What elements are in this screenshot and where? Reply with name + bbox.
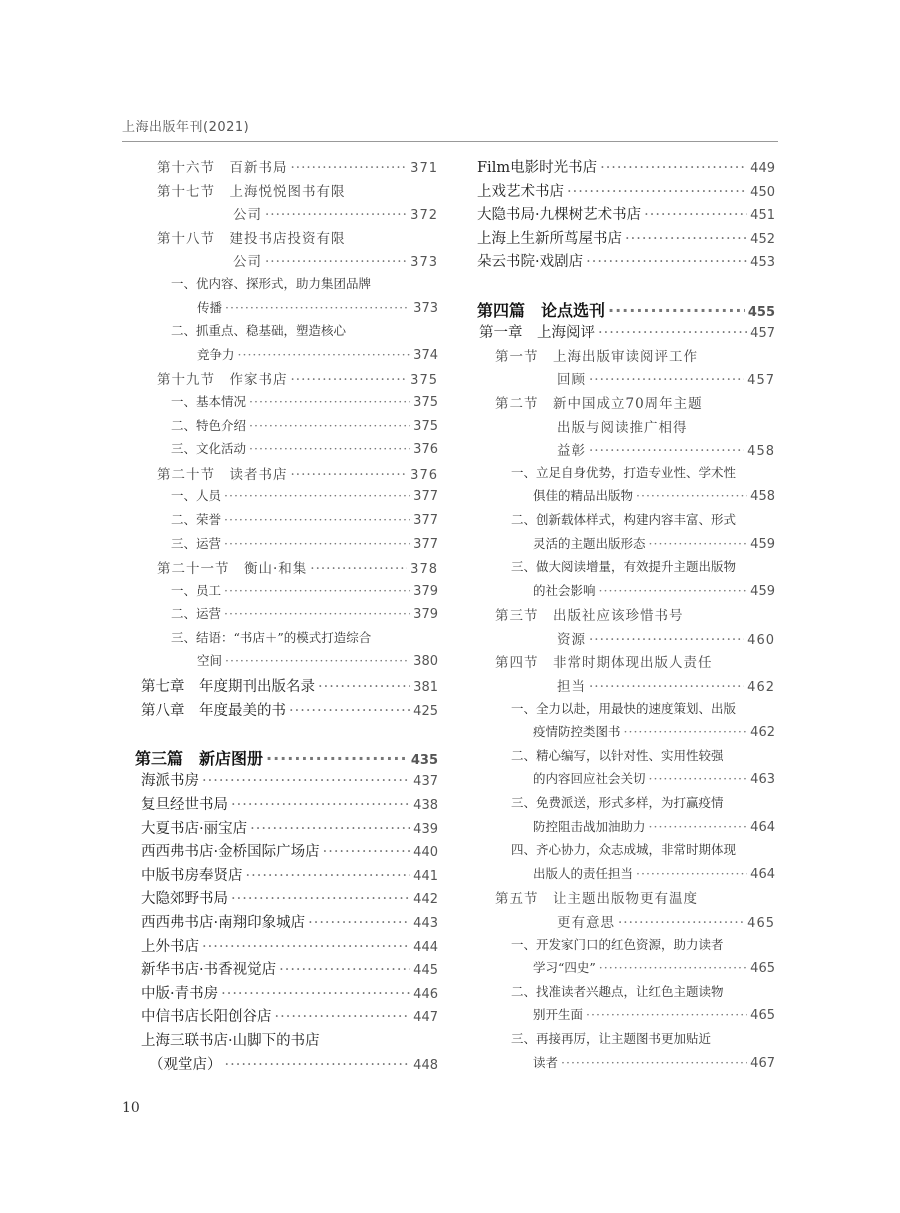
toc-entry-page: 374 bbox=[413, 347, 438, 363]
toc-entry-title: 第四节 非常时期体现出版人责任 bbox=[495, 655, 713, 672]
toc-entry bbox=[477, 250, 775, 274]
toc-entry-title: 三、结语：“书店＋”的模式打造综合 bbox=[171, 629, 372, 645]
toc-entry-title: 第十八节 建投书店投资有限 bbox=[157, 230, 346, 247]
toc-entry bbox=[477, 817, 775, 841]
toc-leader-dots bbox=[224, 583, 410, 598]
toc-leader-dots bbox=[599, 583, 748, 598]
toc-entry-page: 464 bbox=[750, 819, 775, 835]
toc-entry-title: 三、再接再厉，让主题图书更加贴近 bbox=[511, 1030, 712, 1046]
toc-entry-title: 公司 bbox=[233, 254, 262, 271]
toc-entry bbox=[135, 911, 438, 935]
toc-entry-title: 防控阻击战加油助力 bbox=[533, 818, 646, 834]
toc-entry bbox=[477, 935, 775, 959]
toc-leader-dots bbox=[600, 160, 747, 176]
toc-entry bbox=[135, 510, 438, 534]
toc-entry-page: 439 bbox=[413, 821, 438, 837]
toc-leader-dots bbox=[265, 254, 407, 270]
toc-entry-page: 450 bbox=[750, 184, 775, 200]
toc-entry bbox=[135, 864, 438, 888]
toc-entry-page: 460 bbox=[747, 632, 775, 648]
toc-entry-title: 第十六节 百新书局 bbox=[157, 160, 288, 176]
toc-entry bbox=[477, 321, 775, 345]
toc-entry-page: 459 bbox=[750, 583, 775, 599]
toc-leader-dots bbox=[231, 797, 410, 813]
toc-leader-dots bbox=[644, 207, 747, 223]
toc-entry bbox=[477, 203, 775, 227]
toc-entry bbox=[135, 250, 438, 274]
toc-entry bbox=[135, 463, 438, 487]
toc-entry bbox=[135, 156, 438, 180]
toc-entry bbox=[135, 793, 438, 817]
toc-leader-dots bbox=[291, 160, 408, 176]
toc-entry bbox=[477, 557, 775, 581]
toc-leader-dots bbox=[599, 960, 747, 975]
toc-entry bbox=[477, 392, 775, 416]
toc-entry-title: 第十九节 作家书店 bbox=[157, 372, 288, 389]
toc-entry-page: 441 bbox=[413, 868, 438, 884]
toc-entry-page: 373 bbox=[410, 255, 438, 271]
toc-gap bbox=[477, 274, 775, 298]
toc-entry bbox=[135, 345, 438, 369]
toc-entry-title: 第二十一节 衡山·和集 bbox=[157, 561, 308, 578]
toc-entry-page: 444 bbox=[413, 939, 438, 955]
toc-entry-page: 452 bbox=[750, 231, 775, 247]
toc-leader-dots bbox=[649, 819, 748, 834]
toc-entry-title: 四、齐心协力，众志成城，非常时期体现 bbox=[511, 842, 737, 858]
toc-entry-page: 465 bbox=[750, 1008, 775, 1024]
toc-entry bbox=[477, 227, 775, 251]
toc-entry-title: 出版与阅读推广相得 bbox=[557, 419, 688, 436]
toc-entry-title: 读者 bbox=[533, 1054, 559, 1070]
toc-entry-page: 449 bbox=[750, 161, 775, 176]
toc-entry-title: 大隐郊野书局 bbox=[141, 891, 228, 908]
toc-entry-title: 上戏艺术书店 bbox=[477, 183, 564, 200]
toc-leader-dots bbox=[589, 632, 744, 648]
toc-entry-page: 447 bbox=[413, 1010, 438, 1026]
toc-entry bbox=[135, 769, 438, 793]
toc-entry-title: 三、做大阅读增量，有效提升主题出版物 bbox=[511, 559, 737, 575]
toc-entry bbox=[135, 675, 438, 699]
toc-entry bbox=[135, 699, 438, 723]
toc-entry bbox=[135, 746, 438, 770]
toc-entry-title: Film电影时光书店 bbox=[477, 160, 598, 176]
running-title: 上海出版年刊(2021) bbox=[122, 120, 250, 135]
toc-leader-dots bbox=[249, 418, 410, 433]
toc-leader-dots bbox=[224, 606, 410, 621]
toc-entry-page: 467 bbox=[750, 1055, 775, 1071]
toc-entry-page: 453 bbox=[750, 255, 775, 271]
toc-entry bbox=[135, 887, 438, 911]
toc-entry-page: 465 bbox=[747, 916, 775, 931]
toc-entry bbox=[135, 1053, 438, 1077]
toc-leader-dots bbox=[246, 868, 411, 884]
toc-entry bbox=[135, 439, 438, 463]
page-number: 10 bbox=[122, 1100, 140, 1116]
toc-leader-dots bbox=[649, 536, 748, 551]
toc-leader-dots bbox=[275, 1009, 411, 1025]
toc-entry bbox=[477, 180, 775, 204]
toc-entry-title: 的社会影响 bbox=[533, 582, 596, 598]
toc-leader-dots bbox=[265, 207, 407, 223]
toc-entry-page: 458 bbox=[750, 489, 775, 505]
toc-entry-title: 第三节 出版社应该珍惜书号 bbox=[495, 608, 684, 625]
toc-leader-dots bbox=[636, 866, 747, 881]
toc-entry-page: 376 bbox=[413, 442, 438, 458]
toc-entry-page: 380 bbox=[413, 654, 438, 670]
toc-entry-page: 448 bbox=[413, 1057, 438, 1073]
toc-column-right bbox=[477, 156, 775, 1076]
toc-entry-title: 回顾 bbox=[557, 372, 586, 389]
toc-leader-dots bbox=[625, 231, 747, 247]
toc-entry-title: 二、运营 bbox=[171, 606, 222, 622]
toc-entry bbox=[477, 769, 775, 793]
toc-entry bbox=[135, 227, 438, 251]
toc-leader-dots bbox=[202, 939, 410, 955]
toc-entry bbox=[477, 982, 775, 1006]
toc-entry-title: 三、免费派送，形式多样，为打赢疫情 bbox=[511, 795, 724, 811]
toc-entry-title: 上海三联书店·山脚下的书店 bbox=[141, 1032, 320, 1049]
toc-entry bbox=[477, 651, 775, 675]
toc-entry-title: 的内容回应社会关切 bbox=[533, 771, 646, 787]
toc-entry bbox=[477, 911, 775, 935]
toc-entry bbox=[477, 486, 775, 510]
toc-entry bbox=[135, 604, 438, 628]
toc-leader-dots bbox=[221, 986, 410, 1002]
toc-entry-page: 446 bbox=[413, 986, 438, 1002]
toc-leader-dots bbox=[608, 301, 745, 320]
toc-entry-title: 担当 bbox=[557, 679, 586, 696]
toc-entry bbox=[477, 1005, 775, 1029]
toc-entry bbox=[135, 298, 438, 322]
toc-entry bbox=[477, 1053, 775, 1077]
toc-entry-title: 一、全力以赴，用最快的速度策划、出版 bbox=[511, 700, 737, 716]
toc-entry bbox=[135, 321, 438, 345]
toc-entry-title: 第二节 新中国成立70周年主题 bbox=[495, 395, 703, 412]
toc-entry bbox=[135, 1029, 438, 1053]
toc-entry-title: 更有意思 bbox=[557, 915, 615, 931]
toc-leader-dots bbox=[249, 394, 410, 409]
toc-entry bbox=[477, 510, 775, 534]
toc-leader-dots bbox=[231, 891, 410, 907]
toc-leader-dots bbox=[586, 1007, 747, 1022]
toc-entry bbox=[135, 392, 438, 416]
toc-entry-page: 376 bbox=[410, 467, 438, 483]
toc-leader-dots bbox=[589, 372, 744, 388]
toc-entry-title: 上海上生新所茑屋书店 bbox=[477, 230, 622, 247]
toc-entry-page: 463 bbox=[750, 772, 775, 788]
toc-entry-page: 443 bbox=[413, 916, 438, 931]
toc-entry bbox=[477, 840, 775, 864]
toc-leader-dots bbox=[224, 488, 410, 503]
toc-entry bbox=[477, 581, 775, 605]
toc-entry-page: 457 bbox=[750, 326, 775, 342]
toc-entry bbox=[135, 958, 438, 982]
toc-entry-title: 公司 bbox=[233, 207, 262, 224]
toc-leader-dots bbox=[249, 441, 410, 456]
toc-entry-title: 海派书房 bbox=[141, 773, 199, 790]
toc-leader-dots bbox=[289, 703, 410, 719]
toc-entry-title: 中信书店长阳创谷店 bbox=[141, 1009, 272, 1026]
toc-entry bbox=[477, 793, 775, 817]
toc-entry bbox=[477, 887, 775, 911]
toc-leader-dots bbox=[624, 724, 748, 739]
toc-entry bbox=[477, 345, 775, 369]
toc-entry-title: 中版·青书房 bbox=[141, 985, 219, 1002]
toc-leader-dots bbox=[250, 821, 410, 837]
toc-entry bbox=[477, 534, 775, 558]
toc-entry-title: 第三篇 新店图册 bbox=[135, 748, 264, 768]
toc-entry-page: 375 bbox=[413, 418, 438, 434]
toc-entry bbox=[135, 628, 438, 652]
toc-leader-dots bbox=[238, 347, 411, 362]
toc-entry-title: （观堂店） bbox=[149, 1056, 222, 1073]
toc-entry-title: 西西弗书店·南翔印象城店 bbox=[141, 915, 306, 931]
toc-entry-title: 第五节 让主题出版物更有温度 bbox=[495, 891, 698, 908]
toc-entry bbox=[135, 557, 438, 581]
toc-entry bbox=[135, 203, 438, 227]
toc-entry bbox=[135, 581, 438, 605]
toc-entry-page: 462 bbox=[750, 725, 775, 741]
toc-entry-title: 第四篇 论点选刊 bbox=[477, 300, 606, 320]
toc-leader-dots bbox=[225, 1057, 411, 1073]
toc-entry-title: 一、立足自身优势，打造专业性、学术性 bbox=[511, 464, 737, 480]
toc-entry-page: 459 bbox=[750, 536, 775, 552]
toc-entry-title: 一、开发家门口的红色资源，助力读者 bbox=[511, 936, 724, 952]
toc-leader-dots bbox=[567, 184, 747, 200]
toc-entry bbox=[477, 604, 775, 628]
toc-leader-dots bbox=[586, 254, 747, 270]
toc-entry-title: 疫情防控类图书 bbox=[533, 724, 621, 740]
toc-leader-dots bbox=[618, 915, 744, 931]
toc-entry-page: 451 bbox=[750, 208, 775, 224]
toc-entry bbox=[477, 439, 775, 463]
toc-entry-title: 大夏书店·丽宝店 bbox=[141, 820, 248, 837]
toc-entry-title: 俱佳的精品出版物 bbox=[533, 488, 634, 504]
toc-entry-page: 435 bbox=[410, 752, 438, 768]
toc-entry-page: 438 bbox=[413, 798, 438, 814]
toc-entry-title: 复旦经世书局 bbox=[141, 797, 228, 814]
toc-entry-page: 377 bbox=[413, 489, 438, 505]
toc-entry-title: 第七章 年度期刊出版名录 bbox=[141, 679, 315, 696]
toc-entry bbox=[477, 156, 775, 180]
toc-entry-page: 378 bbox=[410, 562, 438, 578]
toc-leader-dots bbox=[224, 512, 410, 527]
toc-leader-dots bbox=[598, 325, 747, 341]
toc-entry-title: 上外书店 bbox=[141, 938, 199, 955]
toc-entry-title: 竞争力 bbox=[197, 346, 235, 362]
toc-leader-dots bbox=[561, 1055, 747, 1070]
toc-leader-dots bbox=[291, 372, 408, 388]
toc-entry-page: 381 bbox=[413, 680, 438, 696]
toc-leader-dots bbox=[279, 962, 410, 978]
toc-leader-dots bbox=[202, 773, 410, 789]
toc-entry bbox=[477, 298, 775, 322]
toc-leader-dots bbox=[589, 679, 744, 695]
toc-entry-page: 379 bbox=[413, 583, 438, 599]
toc-entry bbox=[477, 722, 775, 746]
toc-entry-page: 462 bbox=[747, 680, 775, 696]
toc-leader-dots bbox=[310, 561, 407, 577]
toc-entry-title: 灵活的主题出版形态 bbox=[533, 535, 646, 551]
toc-leader-dots bbox=[225, 653, 410, 668]
toc-entry bbox=[477, 675, 775, 699]
toc-entry-title: 二、创新载体样式，构建内容丰富、形式 bbox=[511, 511, 737, 527]
toc-entry-title: 别开生面 bbox=[533, 1007, 584, 1023]
toc-entry bbox=[135, 416, 438, 440]
toc-entry-title: 第一节 上海出版审读阅评工作 bbox=[495, 348, 698, 365]
toc-entry bbox=[477, 368, 775, 392]
toc-entry-page: 375 bbox=[413, 394, 438, 410]
toc-entry bbox=[135, 274, 438, 298]
toc-entry-title: 出版人的责任担当 bbox=[533, 865, 634, 881]
toc-entry-title: 一、优内容、探形式，助力集团品牌 bbox=[171, 275, 372, 291]
toc-entry-title: 二、精心编写，以针对性、实用性较强 bbox=[511, 747, 724, 763]
toc-entry-page: 373 bbox=[413, 300, 438, 316]
toc-entry-title: 第十七节 上海悦悦图书有限 bbox=[157, 183, 346, 200]
toc-entry-title: 第一章 上海阅评 bbox=[479, 325, 595, 342]
toc-leader-dots bbox=[636, 488, 747, 503]
toc-entry-page: 375 bbox=[410, 373, 438, 389]
toc-entry-title: 第八章 年度最美的书 bbox=[141, 702, 286, 719]
toc-entry-title: 二、荣誉 bbox=[171, 511, 222, 527]
toc-leader-dots bbox=[323, 844, 411, 860]
toc-entry-title: 二、特色介绍 bbox=[171, 417, 247, 433]
toc-entry bbox=[135, 982, 438, 1006]
toc-entry-title: 空间 bbox=[197, 653, 223, 669]
toc-leader-dots bbox=[291, 467, 408, 483]
toc-entry-title: 一、人员 bbox=[171, 488, 222, 504]
toc-entry bbox=[135, 817, 438, 841]
toc-leader-dots bbox=[266, 749, 408, 768]
toc-entry bbox=[135, 935, 438, 959]
toc-entry bbox=[477, 463, 775, 487]
toc-entry bbox=[477, 958, 775, 982]
toc-entry bbox=[135, 368, 438, 392]
toc-entry-title: 朵云书院·戏剧店 bbox=[477, 254, 584, 271]
toc-entry-title: 三、运营 bbox=[171, 535, 222, 551]
toc-gap bbox=[135, 722, 438, 746]
toc-entry bbox=[477, 864, 775, 888]
toc-entry-page: 458 bbox=[747, 444, 775, 460]
toc-entry-title: 中版书房奉贤店 bbox=[141, 867, 243, 884]
toc-entry-title: 传播 bbox=[197, 299, 223, 315]
toc-entry-title: 第二十节 读者书店 bbox=[157, 466, 288, 483]
toc-leader-dots bbox=[224, 536, 410, 551]
header-rule bbox=[122, 141, 778, 142]
toc-entry bbox=[135, 840, 438, 864]
toc-entry bbox=[135, 534, 438, 558]
toc-entry bbox=[477, 628, 775, 652]
toc-entry-page: 372 bbox=[410, 208, 438, 224]
toc-entry-page: 464 bbox=[750, 866, 775, 882]
toc-entry-page: 425 bbox=[413, 703, 438, 719]
toc-entry-title: 二、抓重点、稳基础，塑造核心 bbox=[171, 323, 347, 339]
toc-entry-page: 445 bbox=[413, 963, 438, 979]
toc-entry bbox=[135, 1005, 438, 1029]
toc-entry-page: 379 bbox=[413, 607, 438, 623]
toc-entry-page: 457 bbox=[747, 373, 775, 389]
toc-leader-dots bbox=[649, 771, 748, 786]
toc-entry-page: 455 bbox=[747, 304, 775, 320]
toc-entry-title: 一、基本情况 bbox=[171, 393, 247, 409]
toc-entry bbox=[477, 699, 775, 723]
toc-entry-title: 二、找准读者兴趣点，让红色主题读物 bbox=[511, 983, 724, 999]
toc-entry-page: 437 bbox=[413, 774, 438, 790]
toc-entry bbox=[135, 180, 438, 204]
toc-column-left bbox=[135, 156, 438, 1076]
toc-entry bbox=[477, 1029, 775, 1053]
toc-entry-page: 465 bbox=[750, 961, 775, 977]
toc-entry bbox=[135, 486, 438, 510]
toc-entry bbox=[135, 651, 438, 675]
toc-leader-dots bbox=[589, 443, 744, 459]
toc-entry-title: 资源 bbox=[557, 631, 586, 648]
toc-entry bbox=[477, 746, 775, 770]
toc-leader-dots bbox=[225, 300, 410, 315]
toc-entry-page: 377 bbox=[413, 536, 438, 552]
toc-entry-title: 三、文化活动 bbox=[171, 441, 247, 457]
toc-entry-page: 442 bbox=[413, 892, 438, 908]
toc-entry-page: 371 bbox=[410, 161, 438, 176]
toc-entry-title: 西西弗书店·金桥国际广场店 bbox=[141, 844, 320, 861]
toc-entry-title: 益彰 bbox=[557, 443, 586, 460]
toc-entry-title: 新华书店·书香视觉店 bbox=[141, 962, 277, 979]
toc-entry-title: 大隐书局·九棵树艺术书店 bbox=[477, 207, 642, 224]
toc-entry-page: 377 bbox=[413, 512, 438, 528]
toc-leader-dots bbox=[318, 679, 410, 695]
toc-entry-title: 学习“四史” bbox=[533, 960, 596, 976]
toc-entry bbox=[477, 416, 775, 440]
toc-entry-page: 440 bbox=[413, 845, 438, 861]
toc-leader-dots bbox=[308, 915, 410, 931]
toc-entry-title: 一、员工 bbox=[171, 582, 222, 598]
